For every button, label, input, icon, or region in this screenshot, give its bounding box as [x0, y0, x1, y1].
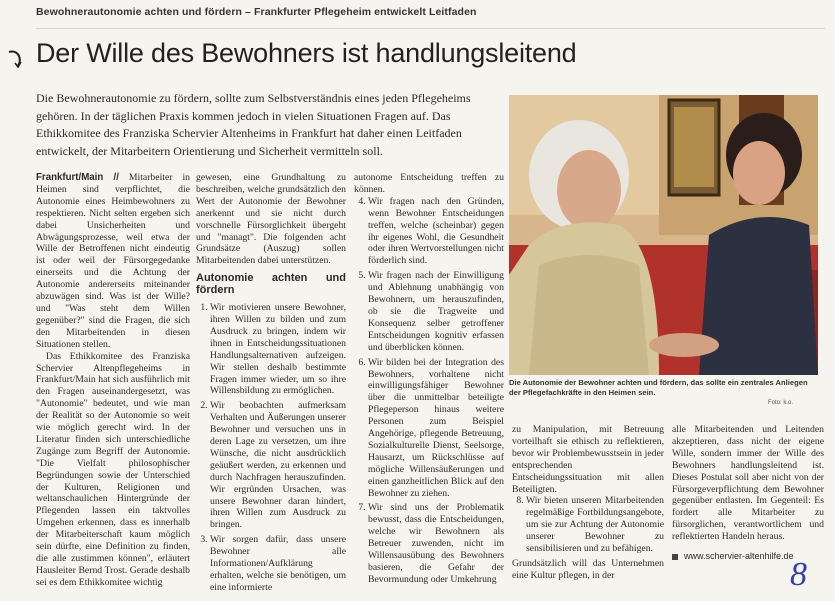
principles-list-b — [354, 196, 504, 586]
article-column-2 — [196, 172, 346, 593]
list-item: 6. Wir bilden bei der Integration des Bewohners, vorhaltene nicht einwilligungsfähiger Bewohner über die unmittelbar beteiligte Pflegeperson hinaus weitere Personen zum Beispiel Angehörige, pflegende Betreuung, Sozialkulturelle Dienst, Seelsorge, Hausarzt, um Rückschlüsse auf mögliche Willensäußerungen und einen ganzheitlichen Blick auf den Bewohner zu ziehen. — [368, 357, 504, 500]
list-item: 3. Wir sorgen dafür, dass unsere Bewohner alle Informationen/Aufklärung erhalten, welche sie benötigen, um eine informierte — [210, 534, 346, 594]
article-column-3 — [354, 172, 504, 585]
list-item: 5. Wir fragen nach der Einwilligung und Ablehnung unabhängig von Bewohnern, um herauszufinden, ob sie die Tragweite und Konsequenz selber getroffener Entscheidungen kognitiv erfassen und überblicken können. — [368, 270, 504, 353]
principles-list-a — [196, 302, 346, 594]
body-paragraph: zu Manipulation, mit Betreuung vorteilhaft sie ethisch zu reflektieren, bevor wir Problembewusstsein in jeder entsprechenden Entscheidungssituation mit allen Beteiligten. — [512, 424, 664, 495]
list-item: 8. Wir bieten unseren Mitarbeitenden regelmäßige Fortbildungsangebote, um sie zur Achtung der Autonomie unserer Bewohner zu sensibilisieren und zu befähigen. — [526, 495, 664, 555]
body-paragraph: alle Mitarbeitenden und Leitenden akzeptieren, dass nicht der eigene Wille, sondern immer der Wille des Bewohners handlungsleitend ist. Dieses Postulat soll aber nicht von der Fürsorgeverpflichtung dem Bewohner gegenüber entlasten. Im Gegenteil: Es fordert alle Mitarbeiter zu fürsorglichen, verantwortlichem und reflektierten Handeln heraus. — [672, 424, 824, 543]
article-column-1 — [36, 172, 190, 588]
body-paragraph: Mitarbeiter in Heimen sind verpflichtet, die Autonomie eines Heimbewohners zu respektieren. Nicht selten ergeben sich dabei Unsicherheiten und Abwägungsprozesse, weil etwa der Wille der Betroffenen nicht eindeutig ist oder weil der Fürsorgegedanke einerseits und die Achtung der Autonomie andererseits miteinander abzuwägen sind. Was ist der Wille? und "Was steht dem Willen gegenüber?" sind die Fragen, die sich den Mitarbeitenden in diesen Situationen stellen. — [36, 172, 190, 350]
list-item: 2. Wir beobachten aufmerksam Verhalten und Äußerungen unserer Bewohner und versuchen uns in deren Lage zu versetzen, um ihre Wünsche, die nicht ausdrücklich geäußert werden, zu erkennen und durch Nachfragen herauszufinden. Wir ergründen Ursachen, was unsere Bewohner daran hindert, ihren Willen zum Ausdruck zu bringen. — [210, 400, 346, 531]
headline: Der Wille des Bewohners ist handlungsleitend — [36, 38, 577, 68]
hook-arrow-icon — [6, 46, 32, 68]
article-column-5 — [512, 424, 664, 581]
photo-caption: Die Autonomie der Bewohner achten und fördern, das sollte ein zentrales Anliegen der Pflegefachkräfte in den Heimen sein. — [509, 378, 808, 397]
body-paragraph: Das Ethikkomitee des Franziska Schervier Altenpflegeheims in Frankfurt/Main hat sich ausführlich mit den Fragen auseinandergesetzt, was "Autonomie" bedeutet, und wie man der Realität so der Autonomie so weit wie möglich gerecht wird. In der Literatur finden sich unterschiedliche Zugänge zum Begriff der Autonomie. "Die Vielfalt philosophischer Begründungen sowie der Unterschied der Kulturen, Religionen und weltanschaulichen Hintergründe der Pflegenden lassen ein taktvolles Umgehen erkennen, dass es innerhalb der Mitarbeiterschaft kaum möglich sein dürfte, eine Definition zu finden, die alle zustimmen können", erläutert Hausleiter Bernd Trost. Gerade deshalb sei es dem Ethikkomitee wichtig — [36, 350, 190, 588]
page-number: 8 — [790, 556, 807, 593]
principles-list-c — [512, 495, 664, 555]
website-link[interactable] — [672, 551, 794, 561]
list-item: 4. Wir fragen nach den Gründen, wenn Bewohner Entscheidungen treffen, welche (scheinbar) gegen ihr eigenes Wohl, die Gesundheit oder ihren Wertvorstellungen nicht förderlich sind. — [368, 196, 504, 267]
dateline: Frankfurt/Main // — [36, 172, 119, 183]
square-bullet-icon — [672, 554, 678, 560]
body-paragraph: gewesen, eine Grundhaltung zu beschreiben, welche grundsätzlich den Wert der Autonomie der Bewohner anerkennt und sie nicht durch vorschnelle Fürsorglichkeit übergeht und "managt". Die folgenden acht Grundsätze (Auszug) sollen Mitarbeitenden dabei unterstützen. — [196, 172, 346, 267]
lead-paragraph: Die Bewohnerautonomie zu fördern, sollte zum Selbstverständnis eines jeden Pflegeheims gehören. In der täglichen Praxis kommen jedoch in vielen Situationen Fragen auf. Das Ethikkomitee des Franziska Schervier Altenheims in Frankfurt hat daher einen Leitfaden entwickelt, der Mitarbeitern Orientierung und Sicherheit vermitteln soll. — [36, 91, 471, 158]
list-item: 7. Wir sind uns der Problematik bewusst, dass die Entscheidungen, welche wir Bewohnern als Betreuer zuwenden, nicht im Willensausübung des Bewohners basieren, die Gefahr der Bevormundung oder Umkehrung — [368, 502, 504, 585]
photo-credit: Foto: k.o. — [768, 400, 794, 406]
header-divider — [36, 28, 825, 29]
kicker-line: Bewohnerautonomie achten und fördern – Frankfurter Pflegeheim entwickelt Leitfaden — [36, 6, 477, 18]
article-photo — [509, 95, 818, 375]
body-paragraph: Grundsätzlich will das Unternehmen eine Kultur pflegen, in der — [512, 557, 664, 581]
list-item: 1. Wir motivieren unsere Bewohner, ihren Willen zu bilden und zum Ausdruck zu bringen, indem wir ihnen in Entscheidungssituationen Handlungsalternativen aufzeigen. Wir stellen deshalb bestimmte Fragen immer wieder, um so ihre Willensbildung zu ermöglichen. — [210, 302, 346, 397]
section-subhead: Autonomie achten und fördern — [196, 272, 346, 297]
website-link-text: www.schervier-altenhilfe.de — [684, 551, 794, 561]
body-paragraph: autonome Entscheidung treffen zu können. — [354, 172, 504, 195]
